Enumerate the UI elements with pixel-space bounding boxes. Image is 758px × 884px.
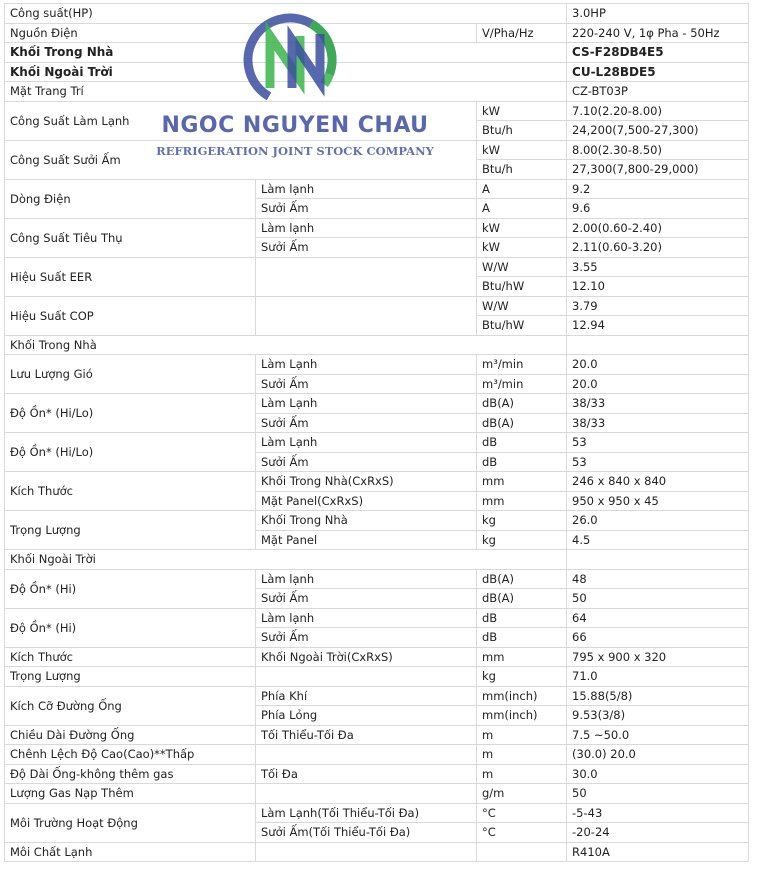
table-cell: 2.00(0.60-2.40): [567, 218, 749, 238]
table-cell: Công suất(HP): [5, 4, 567, 24]
table-cell: Độ Dài Ống-không thêm gas: [5, 764, 256, 784]
table-row: [5, 335, 749, 355]
table-cell: Phía Khí: [256, 686, 477, 706]
table-cell: 3.55: [567, 257, 749, 277]
table-cell: 30.0: [567, 764, 749, 784]
table-cell: Tối Thiểu-Tối Đa: [256, 725, 477, 745]
table-cell: (30.0) 20.0: [567, 745, 749, 765]
table-row: [5, 647, 749, 667]
table-cell: 9.6: [567, 199, 749, 219]
table-cell: Kích Thước: [5, 647, 256, 667]
table-cell: Làm Lạnh: [256, 433, 477, 453]
table-cell: Btu/h: [477, 160, 567, 180]
table-cell: Dòng Điện: [5, 179, 256, 218]
table-row: [5, 43, 749, 63]
table-cell: mm: [477, 472, 567, 492]
table-cell: Phía Lỏng: [256, 706, 477, 726]
table-cell: Làm lạnh: [256, 608, 477, 628]
table-row: [5, 296, 749, 316]
table-cell: 12.94: [567, 316, 749, 336]
table-cell: Mặt Panel(CxRxS): [256, 491, 477, 511]
table-cell: [256, 745, 477, 765]
table-cell: 20.0: [567, 355, 749, 375]
table-cell: kg: [477, 511, 567, 531]
table-cell: Btu/h: [477, 121, 567, 141]
table-cell: Công Suất Làm Lạnh: [5, 101, 477, 140]
table-row: [5, 355, 749, 375]
table-cell: dB: [477, 608, 567, 628]
table-cell: 2.11(0.60-3.20): [567, 238, 749, 258]
table-cell: 71.0: [567, 667, 749, 687]
table-cell: Sưởi Ấm: [256, 628, 477, 648]
table-row: [5, 686, 749, 706]
table-cell: mm: [477, 491, 567, 511]
table-cell: Trọng Lượng: [5, 511, 256, 550]
table-cell: °C: [477, 823, 567, 843]
table-cell: Công Suất Sưởi Ấm: [5, 140, 477, 179]
table-cell: kg: [477, 667, 567, 687]
table-cell: Nguồn Điện: [5, 23, 477, 43]
table-cell: 24,200(7,500-27,300): [567, 121, 749, 141]
spec-table-body: [5, 4, 749, 862]
table-cell: 4.5: [567, 530, 749, 550]
table-cell: Môi Trường Hoạt Động: [5, 803, 256, 842]
table-cell: Làm Lạnh(Tối Thiểu-Tối Đa): [256, 803, 477, 823]
table-row: [5, 764, 749, 784]
table-cell: dB: [477, 433, 567, 453]
table-cell: Mặt Trang Trí: [5, 82, 567, 102]
table-cell: m³/min: [477, 374, 567, 394]
table-cell: dB(A): [477, 569, 567, 589]
table-cell: 27,300(7,800-29,000): [567, 160, 749, 180]
table-row: [5, 472, 749, 492]
table-row: [5, 101, 749, 121]
table-cell: 50: [567, 784, 749, 804]
table-cell: Độ Ồn* (Hi): [5, 569, 256, 608]
table-cell: Sưởi Ấm: [256, 199, 477, 219]
table-cell: 15.88(5/8): [567, 686, 749, 706]
table-cell: Khối Trong Nhà(CxRxS): [256, 472, 477, 492]
table-cell: Hiệu Suất COP: [5, 296, 256, 335]
table-cell: Độ Ồn* (Hi/Lo): [5, 394, 256, 433]
table-cell: dB: [477, 628, 567, 648]
table-cell: kW: [477, 238, 567, 258]
table-cell: 64: [567, 608, 749, 628]
table-row: [5, 842, 749, 862]
table-cell: Sưởi Ấm: [256, 452, 477, 472]
table-cell: Làm lạnh: [256, 569, 477, 589]
table-cell: m: [477, 764, 567, 784]
table-cell: kW: [477, 101, 567, 121]
table-cell: -20-24: [567, 823, 749, 843]
spec-table: [4, 3, 749, 862]
table-cell: Chiều Dài Đường Ống: [5, 725, 256, 745]
table-cell: Tối Đa: [256, 764, 477, 784]
table-cell: dB(A): [477, 589, 567, 609]
company-name: NGOC NGUYEN CHAU: [161, 113, 429, 138]
table-row: [5, 803, 749, 823]
table-cell: mm: [477, 647, 567, 667]
table-cell: Mặt Panel: [256, 530, 477, 550]
table-row: [5, 725, 749, 745]
table-row: [5, 433, 749, 453]
table-cell: 220-240 V, 1φ Pha - 50Hz: [567, 23, 749, 43]
table-row: [5, 23, 749, 43]
table-cell: kW: [477, 140, 567, 160]
table-cell: [256, 257, 477, 296]
table-cell: Khối Ngoài Trời: [5, 550, 567, 570]
table-cell: 38/33: [567, 413, 749, 433]
table-cell: 795 x 900 x 320: [567, 647, 749, 667]
table-cell: Làm lạnh: [256, 218, 477, 238]
table-cell: Hiệu Suất EER: [5, 257, 256, 296]
table-cell: 38/33: [567, 394, 749, 414]
table-cell: 53: [567, 433, 749, 453]
table-cell: Chênh Lệch Độ Cao(Cao)**Thấp: [5, 745, 256, 765]
table-cell: 950 x 950 x 45: [567, 491, 749, 511]
table-cell: 48: [567, 569, 749, 589]
company-subtitle: REFRIGERATION JOINT STOCK COMPANY: [156, 144, 434, 158]
table-cell: [477, 842, 567, 862]
table-cell: dB(A): [477, 394, 567, 414]
table-cell: Môi Chất Lạnh: [5, 842, 256, 862]
table-cell: Trọng Lượng: [5, 667, 256, 687]
table-cell: [256, 842, 477, 862]
table-cell: 50: [567, 589, 749, 609]
table-row: [5, 511, 749, 531]
table-row: [5, 667, 749, 687]
table-cell: -5-43: [567, 803, 749, 823]
table-cell: m³/min: [477, 355, 567, 375]
table-cell: Kích Cỡ Đường Ống: [5, 686, 256, 725]
table-cell: 66: [567, 628, 749, 648]
table-cell: Btu/hW: [477, 277, 567, 297]
table-cell: CU-L28BDE5: [567, 62, 749, 82]
table-cell: [256, 784, 477, 804]
table-cell: kg: [477, 530, 567, 550]
table-cell: Độ Ồn* (Hi/Lo): [5, 433, 256, 472]
table-cell: Khối Ngoài Trời(CxRxS): [256, 647, 477, 667]
table-cell: Sưởi Ấm: [256, 238, 477, 258]
table-cell: W/W: [477, 296, 567, 316]
table-cell: 53: [567, 452, 749, 472]
table-cell: Công Suất Tiêu Thụ: [5, 218, 256, 257]
table-row: [5, 257, 749, 277]
table-cell: mm(inch): [477, 706, 567, 726]
table-cell: CZ-BT03P: [567, 82, 749, 102]
table-cell: W/W: [477, 257, 567, 277]
table-cell: Btu/hW: [477, 316, 567, 336]
table-row: [5, 608, 749, 628]
table-cell: Làm Lạnh: [256, 355, 477, 375]
table-cell: [256, 296, 477, 335]
table-row: [5, 784, 749, 804]
table-row: [5, 82, 749, 102]
table-cell: Sưởi Ấm(Tối Thiểu-Tối Đa): [256, 823, 477, 843]
table-cell: Độ Ồn* (Hi): [5, 608, 256, 647]
table-cell: 3.0HP: [567, 4, 749, 24]
table-row: [5, 394, 749, 414]
table-cell: 246 x 840 x 840: [567, 472, 749, 492]
table-row: [5, 569, 749, 589]
table-cell: [567, 335, 749, 355]
table-cell: 3.79: [567, 296, 749, 316]
table-cell: Làm Lạnh: [256, 394, 477, 414]
table-cell: 26.0: [567, 511, 749, 531]
table-cell: °C: [477, 803, 567, 823]
table-cell: 8.00(2.30-8.50): [567, 140, 749, 160]
table-cell: Kích Thước: [5, 472, 256, 511]
table-cell: Làm lạnh: [256, 179, 477, 199]
table-cell: m: [477, 725, 567, 745]
table-cell: V/Pha/Hz: [477, 23, 567, 43]
table-cell: dB: [477, 452, 567, 472]
table-row: [5, 62, 749, 82]
table-cell: A: [477, 179, 567, 199]
table-cell: mm(inch): [477, 686, 567, 706]
table-cell: Sưởi Ấm: [256, 374, 477, 394]
table-cell: 7.5 ~50.0: [567, 725, 749, 745]
table-row: [5, 550, 749, 570]
table-row: [5, 745, 749, 765]
table-cell: Sưởi Ấm: [256, 589, 477, 609]
table-cell: 9.2: [567, 179, 749, 199]
table-cell: m: [477, 745, 567, 765]
table-cell: Khối Trong Nhà: [256, 511, 477, 531]
table-cell: [567, 550, 749, 570]
table-cell: 12.10: [567, 277, 749, 297]
table-cell: Khối Trong Nhà: [5, 335, 567, 355]
table-row: [5, 140, 749, 160]
table-cell: Lưu Lượng Gió: [5, 355, 256, 394]
table-cell: kW: [477, 218, 567, 238]
table-row: [5, 218, 749, 238]
table-cell: dB(A): [477, 413, 567, 433]
table-cell: [256, 667, 477, 687]
table-cell: A: [477, 199, 567, 219]
table-row: [5, 179, 749, 199]
table-cell: 7.10(2.20-8.00): [567, 101, 749, 121]
table-cell: 9.53(3/8): [567, 706, 749, 726]
table-cell: 20.0: [567, 374, 749, 394]
table-cell: Sưởi Ấm: [256, 413, 477, 433]
table-cell: Lượng Gas Nạp Thêm: [5, 784, 256, 804]
table-cell: Khối Trong Nhà: [5, 43, 567, 63]
table-cell: R410A: [567, 842, 749, 862]
table-cell: g/m: [477, 784, 567, 804]
table-row: [5, 4, 749, 24]
table-cell: CS-F28DB4E5: [567, 43, 749, 63]
table-cell: Khối Ngoài Trời: [5, 62, 567, 82]
